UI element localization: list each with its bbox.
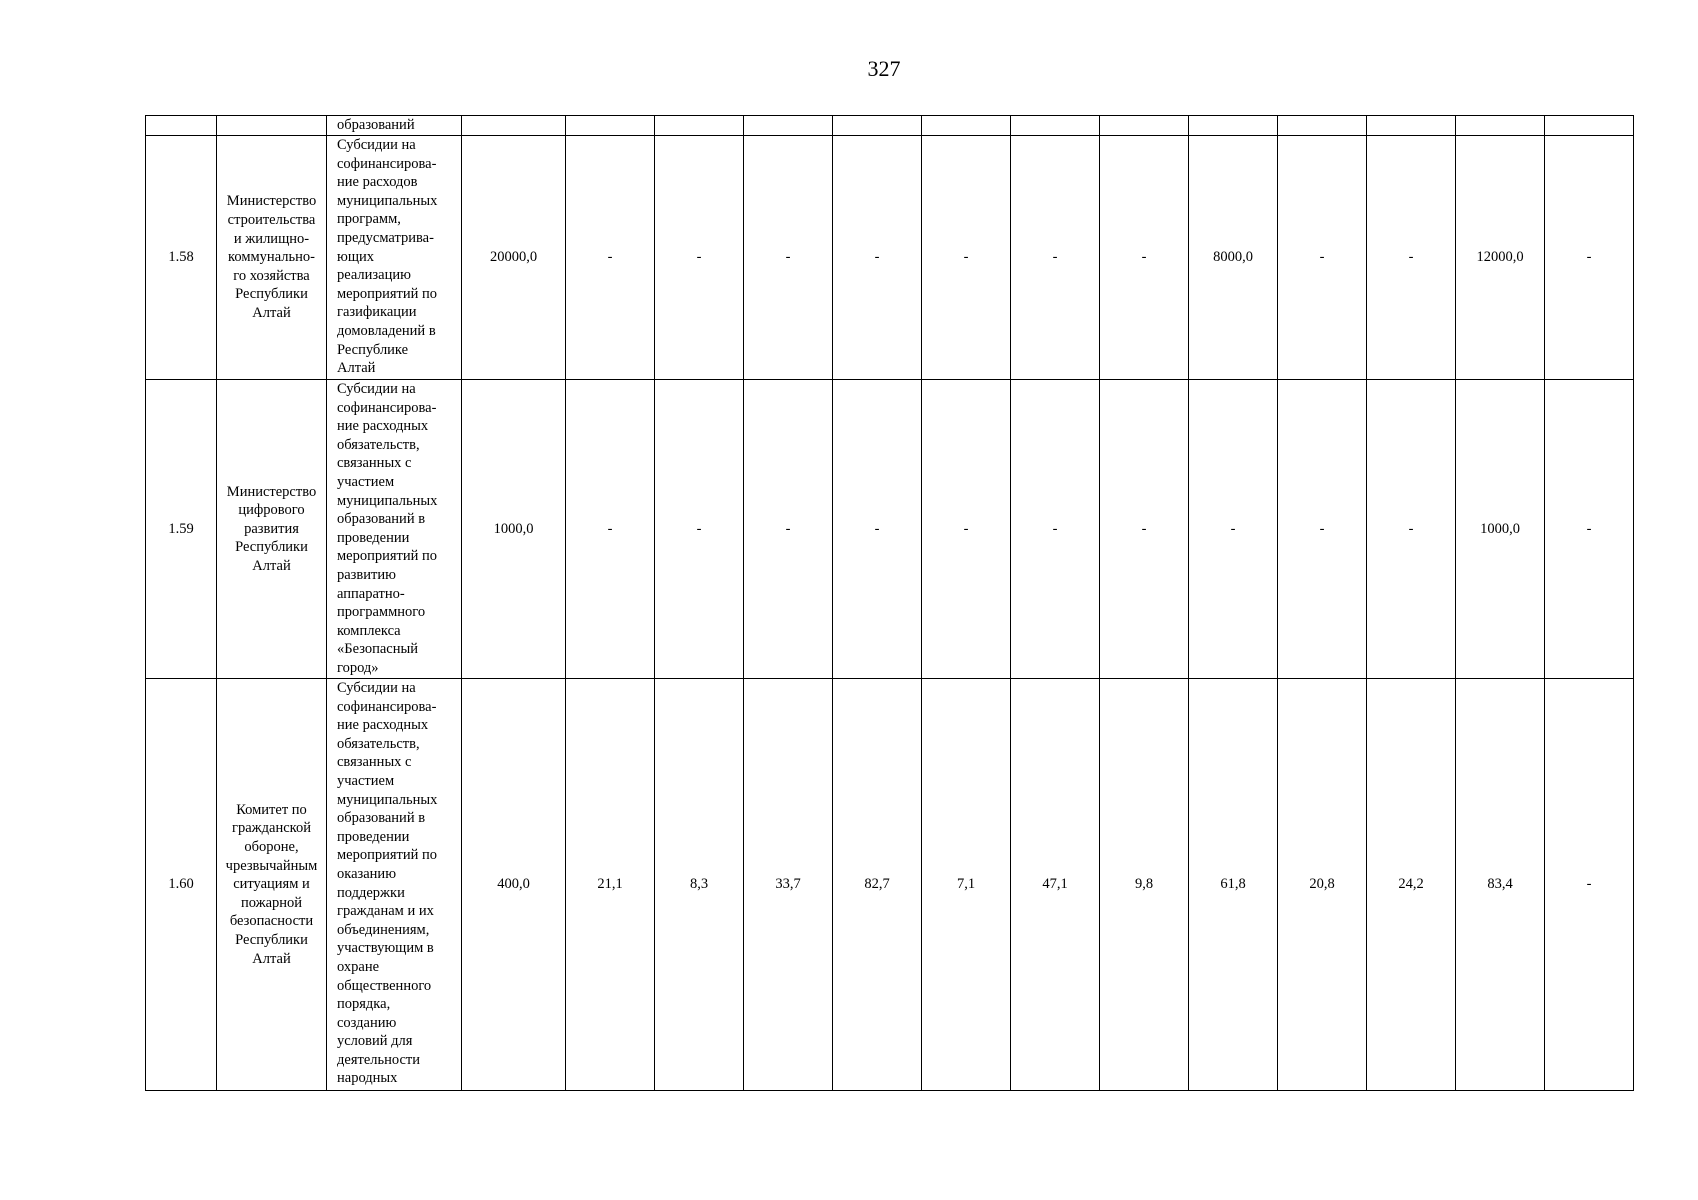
cell-value: -: [655, 380, 744, 679]
cell-value: 9,8: [1100, 679, 1189, 1091]
cell-value: -: [922, 380, 1011, 679]
table-row: [146, 380, 1634, 679]
cell-value: 20,8: [1278, 679, 1367, 1091]
cell-value: -: [566, 136, 655, 380]
table-row-continuation: [146, 116, 1634, 136]
cell-desc: образований: [327, 116, 462, 136]
cell-value: -: [833, 136, 922, 380]
cell-desc: Субсидии на софинансирова- ние расходных обязательств, связанных с участием муниципальных образований в проведении мероприятий по развитию аппаратно- программного комплекса «Безопасный город»: [327, 380, 462, 679]
cell-value: 21,1: [566, 679, 655, 1091]
cell-desc: Субсидии на софинансирова- ние расходов муниципальных программ, предусматрива- ющих реализацию мероприятий по газификации домовладений в Республике Алтай: [327, 136, 462, 380]
table-row: [146, 136, 1634, 380]
cell-value: 83,4: [1456, 679, 1545, 1091]
cell-value: 12000,0: [1456, 136, 1545, 380]
cell-value: -: [1100, 136, 1189, 380]
cell-total: 1000,0: [462, 380, 566, 679]
cell-value: -: [655, 136, 744, 380]
cell-num: 1.58: [146, 136, 217, 380]
cell-value: -: [1545, 136, 1634, 380]
cell-value: -: [566, 380, 655, 679]
cell-value: -: [1278, 380, 1367, 679]
cell-org: Министерство строительства и жилищно- коммунально- го хозяйства Республики Алтай: [217, 136, 327, 380]
cell-org: Комитет по гражданской обороне, чрезвычайным ситуациям и пожарной безопасности Республики Алтай: [217, 679, 327, 1091]
cell-total: 400,0: [462, 679, 566, 1091]
cell-value: 8,3: [655, 679, 744, 1091]
cell-value: 47,1: [1011, 679, 1100, 1091]
cell-value: -: [744, 380, 833, 679]
cell-value: -: [833, 380, 922, 679]
cell-value: -: [922, 136, 1011, 380]
cell-value: -: [1189, 380, 1278, 679]
cell-value: -: [1367, 380, 1456, 679]
cell-org: [217, 116, 327, 136]
cell-value: -: [744, 136, 833, 380]
cell-desc: Субсидии на софинансирова- ние расходных обязательств, связанных с участием муниципальных образований в проведении мероприятий по оказанию поддержки гражданам и их объединениям, участвующим в охране общественного порядка, созданию условий для деятельности народных: [327, 679, 462, 1091]
cell-value: -: [1545, 380, 1634, 679]
cell-value: -: [1011, 380, 1100, 679]
cell-num: 1.60: [146, 679, 217, 1091]
budget-table: [145, 115, 1634, 1091]
cell-num: [146, 116, 217, 136]
cell-value: -: [1367, 136, 1456, 380]
cell-value: -: [1278, 136, 1367, 380]
cell-value: 82,7: [833, 679, 922, 1091]
cell-value: 61,8: [1189, 679, 1278, 1091]
cell-value: 33,7: [744, 679, 833, 1091]
cell-value: -: [1545, 679, 1634, 1091]
cell-value: 1000,0: [1456, 380, 1545, 679]
cell-value: 7,1: [922, 679, 1011, 1091]
cell-total: 20000,0: [462, 136, 566, 380]
cell-value: -: [1100, 380, 1189, 679]
cell-value: -: [1011, 136, 1100, 380]
page-number: 327: [867, 56, 901, 81]
cell-total: [462, 116, 566, 136]
cell-org: Министерство цифрового развития Республики Алтай: [217, 380, 327, 679]
cell-num: 1.59: [146, 380, 217, 679]
cell-value: 24,2: [1367, 679, 1456, 1091]
table-row: [146, 679, 1634, 1091]
cell-value: 8000,0: [1189, 136, 1278, 380]
